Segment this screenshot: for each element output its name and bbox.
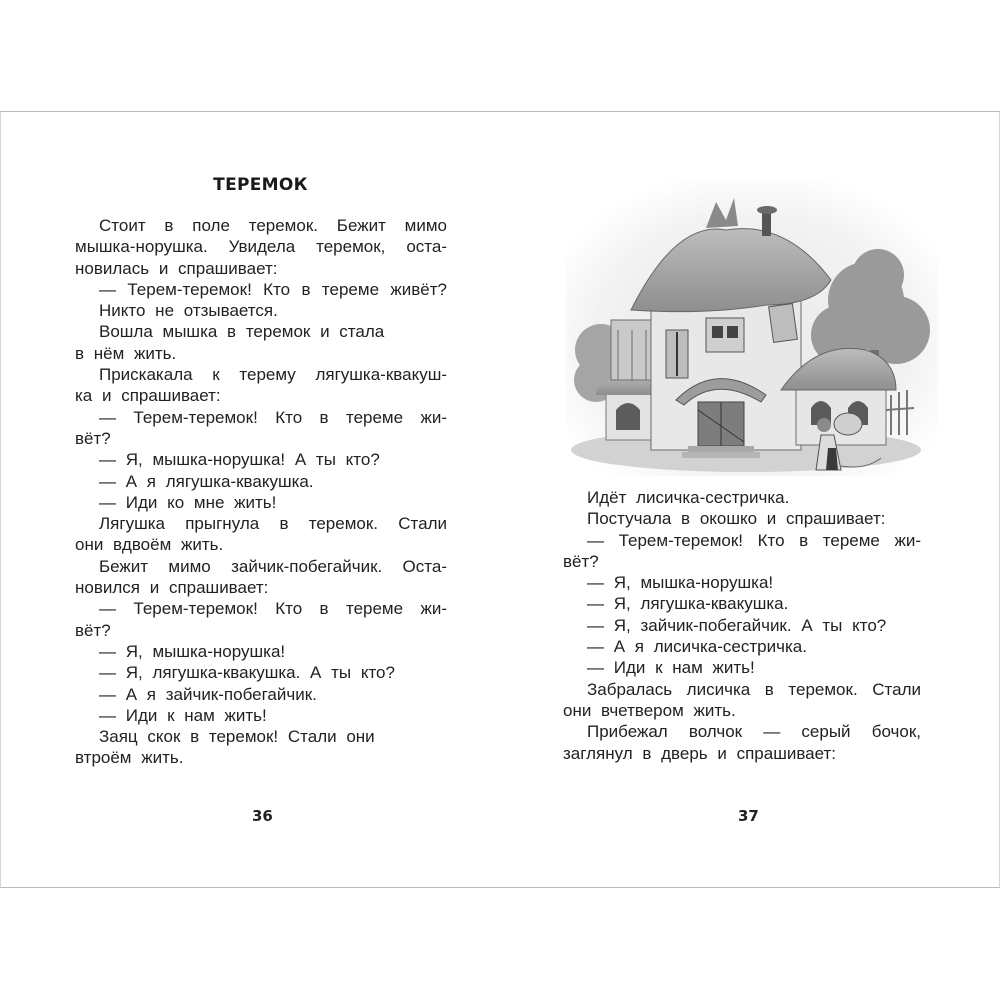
text-line: они вдвоём жить. xyxy=(75,535,224,555)
text-line: — Терем-теремок! Кто в тереме живёт? xyxy=(99,279,447,299)
text-line: — Терем-теремок! Кто в тереме жи- xyxy=(99,407,447,427)
text-line: — Иди к нам жить! xyxy=(99,705,267,725)
text-line: Стоит в поле теремок. Бежит мимо xyxy=(99,216,447,235)
text-line: — Я, мышка-норушка! xyxy=(587,573,774,593)
text-line: Вошла мышка в теремок и стала xyxy=(99,322,385,342)
text-line: втроём жить. xyxy=(75,748,184,768)
text-line: — А я зайчик-побегайчик. xyxy=(99,684,317,704)
text-line: — Я, зайчик-побегайчик. А ты кто? xyxy=(587,615,887,635)
text-line: в нём жить. xyxy=(75,343,177,363)
text-line: вёт? xyxy=(75,428,111,448)
text-line: Бежит мимо зайчик-побегайчик. Оста- xyxy=(99,556,447,576)
text-line: новилась и спрашивает: xyxy=(75,258,278,278)
text-line: Лягушка прыгнула в теремок. Стали xyxy=(99,514,447,534)
text-line: Никто не отзывается. xyxy=(99,301,278,321)
text-line: — Я, мышка-норушка! А ты кто? xyxy=(99,450,380,470)
text-line: вёт? xyxy=(75,620,111,640)
left-page xyxy=(1,112,501,887)
text-line: Забралась лисичка в теремок. Стали xyxy=(587,679,921,699)
teremok-house-illustration xyxy=(566,180,938,476)
text-line: Идёт лисичка-сестричка. xyxy=(587,488,790,507)
text-line: — А я лисичка-сестричка. xyxy=(587,637,807,657)
left-page-text xyxy=(75,215,447,769)
text-line: Заяц скок в теремок! Стали они xyxy=(99,727,375,747)
text-line: — А я лягушка-квакушка. xyxy=(99,471,314,491)
text-line: ка и спрашивает: xyxy=(75,386,221,406)
text-line: вёт? xyxy=(563,551,599,571)
text-line: мышка-норушка. Увидела теремок, оста- xyxy=(75,237,447,257)
text-line: Постучала в окошко и спрашивает: xyxy=(587,509,886,529)
text-line: — Иди к нам жить! xyxy=(587,658,755,678)
right-page xyxy=(501,112,999,887)
text-line: заглянул в дверь и спрашивает: xyxy=(563,743,837,763)
page-number-left: 36 xyxy=(252,807,273,825)
text-line: Прибежал волчок — серый бочок, xyxy=(587,722,921,742)
text-line: — Терем-теремок! Кто в тереме жи- xyxy=(587,530,921,550)
text-line: — Я, лягушка-квакушка. xyxy=(587,594,789,614)
text-line: новился и спрашивает: xyxy=(75,578,269,598)
text-line: — Иди ко мне жить! xyxy=(99,492,277,512)
text-line: они вчетвером жить. xyxy=(563,700,736,720)
story-title: ТЕРЕМОК xyxy=(213,175,308,195)
text-line: Прискакала к терему лягушка-квакуш- xyxy=(99,365,447,385)
book-spread xyxy=(0,111,1000,888)
text-line: — Терем-теремок! Кто в тереме жи- xyxy=(99,599,447,619)
right-page-text xyxy=(563,487,921,764)
text-line: — Я, мышка-норушка! xyxy=(99,641,286,661)
text-line: — Я, лягушка-квакушка. А ты кто? xyxy=(99,663,395,683)
page-number-right: 37 xyxy=(738,807,759,825)
